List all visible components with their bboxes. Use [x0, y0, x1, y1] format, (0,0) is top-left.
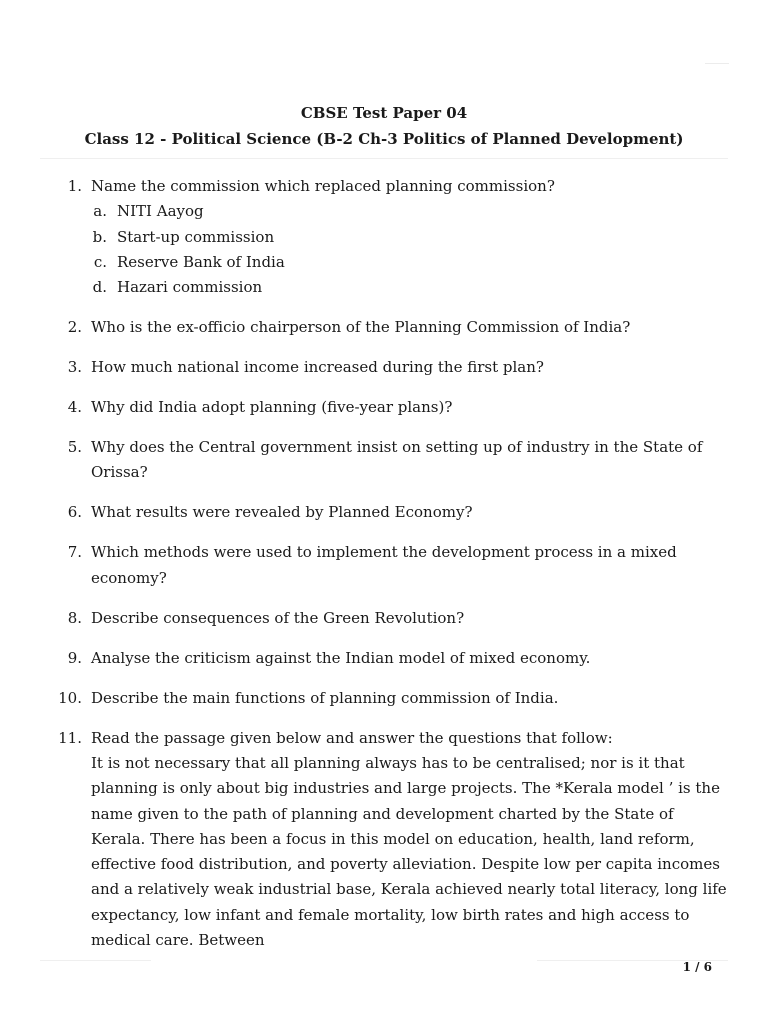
option-c: [91, 250, 728, 275]
question-number: 7.: [67, 543, 82, 562]
footer-divider-left: [40, 960, 151, 961]
question-number: 11.: [58, 728, 82, 747]
question-number: 4.: [67, 398, 82, 417]
document-subtitle: Class 12 - Political Science (B-2 Ch-3 Politics of Planned Development): [84, 130, 684, 148]
question-text: Name the commission which replaced planning commission?: [91, 177, 555, 195]
question-7: [0, 540, 768, 591]
question-number: 2.: [67, 318, 82, 337]
question-text: How much national income increased during the first plan?: [91, 358, 544, 377]
question-number: 6.: [67, 503, 82, 522]
question-number: 8.: [67, 608, 82, 627]
option-b: [91, 225, 728, 250]
option-text: Reserve Bank of India: [117, 252, 285, 271]
question-2: [0, 315, 768, 340]
question-text: Who is the ex-officio chairperson of the Planning Commission of India?: [91, 318, 631, 337]
question-number: 9.: [67, 648, 82, 667]
question-number: 1.: [67, 177, 82, 195]
option-d: [91, 275, 728, 300]
question-number: 3.: [67, 358, 82, 377]
document-header: [0, 100, 768, 152]
option-letter: c.: [93, 252, 107, 271]
question-3: [0, 355, 768, 380]
question-11: [0, 726, 768, 954]
option-a: [91, 199, 728, 224]
question-text: What results were revealed by Planned Economy?: [91, 503, 473, 522]
option-letter: d.: [92, 278, 107, 297]
question-number: 10.: [58, 688, 82, 707]
passage-text: It is not necessary that all planning always has to be centralised; nor is it that planning is only about big industries and large projects. The *Kerala model ’ is the name given to the path of planning and development charted by the State of Kerala. There has been a focus in this model on education, health, land reform, effective food distribution, and poverty alleviation. Despite low per capita incomes and a relatively weak industrial base, Kerala achieved nearly total literacy, long life expectancy, low infant and female mortality, low birth rates and high access to medical care. Between: [91, 753, 727, 949]
document-title: CBSE Test Paper 04: [300, 104, 468, 122]
question-text: Describe consequences of the Green Revolution?: [91, 608, 465, 627]
option-text: NITI Aayog: [117, 202, 204, 221]
question-6: [0, 500, 768, 525]
corner-divider: [705, 63, 729, 64]
question-10: [0, 686, 768, 711]
question-number: 5.: [67, 438, 82, 457]
question-9: [0, 646, 768, 671]
question-8: [0, 606, 768, 631]
question-text: Which methods were used to implement the development process in a mixed economy?: [91, 543, 677, 587]
question-text: Describe the main functions of planning commission of India.: [91, 688, 559, 707]
question-text: Read the passage given below and answer the questions that follow:: [91, 728, 613, 747]
option-text: Hazari commission: [117, 278, 263, 297]
question-5: [0, 435, 768, 486]
question-text: Why did India adopt planning (five-year plans)?: [91, 398, 453, 417]
question-text: Why does the Central government insist on setting up of industry in the State of Orissa?: [91, 438, 703, 482]
question-4: [0, 395, 768, 420]
option-letter: b.: [92, 227, 107, 246]
option-list: [91, 199, 728, 300]
header-divider: [40, 158, 728, 159]
question-text: Analyse the criticism against the Indian model of mixed economy.: [91, 648, 591, 667]
option-text: Start-up commission: [117, 227, 275, 246]
option-letter: a.: [93, 202, 107, 221]
question-1: [0, 174, 768, 300]
page-number: 1 / 6: [682, 960, 712, 974]
question-list: [0, 174, 768, 968]
